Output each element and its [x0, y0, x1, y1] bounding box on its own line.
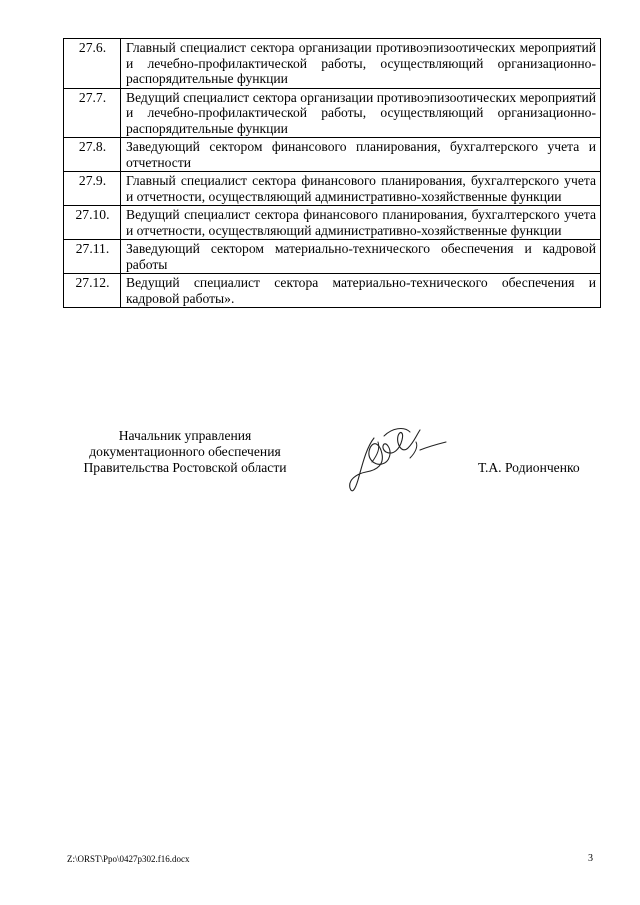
page-number: 3	[588, 853, 593, 864]
row-number: 27.12.	[64, 274, 121, 308]
table-row	[64, 172, 601, 206]
table-row	[64, 39, 601, 89]
row-text: Ведущий специалист сектора материально-технического обеспечения и кадровой работы».	[121, 274, 601, 308]
row-number: 27.6.	[64, 39, 121, 89]
positions-table	[63, 38, 601, 308]
row-number: 27.7.	[64, 88, 121, 138]
table-row	[64, 240, 601, 274]
handwritten-signature	[344, 418, 454, 498]
row-text: Ведущий специалист сектора организации противоэпизоотических мероприятий и лечебно-профилактической работы, осуществляющий организационно-распорядительные функции	[121, 88, 601, 138]
signatory-title	[65, 428, 305, 476]
signatory-title-line: Правительства Ростовской области	[83, 460, 287, 475]
signatory-title-line: Начальник управления	[118, 428, 252, 443]
signatory-name: Т.А. Родионченко	[478, 460, 580, 475]
row-number: 27.11.	[64, 240, 121, 274]
row-text: Заведующий сектором материально-технического обеспечения и кадровой работы	[121, 240, 601, 274]
row-number: 27.9.	[64, 172, 121, 206]
row-text: Заведующий сектором финансового планирования, бухгалтерского учета и отчетности	[121, 138, 601, 172]
row-number: 27.10.	[64, 206, 121, 240]
row-text: Главный специалист сектора финансового планирования, бухгалтерского учета и отчетности, осуществляющий административно-хозяйственные функции	[121, 172, 601, 206]
table-row	[64, 88, 601, 138]
footer-file-path: Z:\ORST\Ppo\0427p302.f16.docx	[67, 854, 190, 864]
table-row	[64, 206, 601, 240]
row-number: 27.8.	[64, 138, 121, 172]
table-row	[64, 274, 601, 308]
row-text: Ведущий специалист сектора финансового планирования, бухгалтерского учета и отчетности, осуществляющий административно-хозяйственные функции	[121, 206, 601, 240]
row-text: Главный специалист сектора организации противоэпизоотических мероприятий и лечебно-профилактической работы, осуществляющий организационно-распорядительные функции	[121, 39, 601, 89]
signatory-title-line: документационного обеспечения	[89, 444, 281, 459]
table-row	[64, 138, 601, 172]
